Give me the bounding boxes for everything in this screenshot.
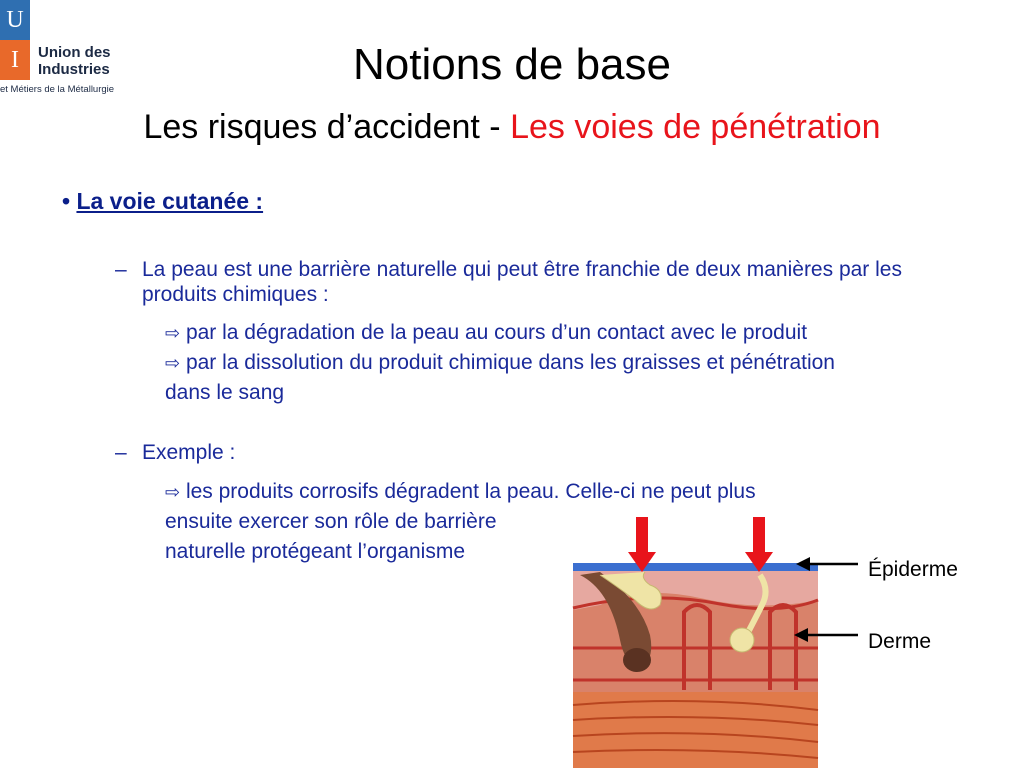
label-epidermis: Épiderme xyxy=(868,558,958,581)
sweat-gland xyxy=(730,628,754,652)
bullet-text: La voie cutanée : xyxy=(76,188,264,214)
logo-letter-i: I xyxy=(0,40,30,80)
arrow-right-icon: ⇨ xyxy=(165,323,181,343)
subtitle-prefix: Les risques d’accident - xyxy=(143,108,511,146)
logo-name-line2: Industries xyxy=(38,61,110,78)
sub-item-text: par la dissolution du produit chimique dans les graisses et pénétration dans le sang xyxy=(165,351,835,404)
subtitle-highlight: Les voies de pénétration xyxy=(510,108,881,146)
epidermis-surface xyxy=(573,563,818,571)
dash-marker: – xyxy=(115,258,127,281)
arrow-right-icon: ⇨ xyxy=(165,353,181,373)
penetration-arrow-2-shaft xyxy=(753,517,765,555)
sub-item-text: par la dégradation de la peau au cours d’un contact avec le produit xyxy=(185,321,808,344)
arrow-right-icon: ⇨ xyxy=(165,482,181,502)
penetration-arrow-1-shaft xyxy=(636,517,648,555)
logo-name-line1: Union des xyxy=(38,44,111,61)
logo-letter-u: U xyxy=(0,0,30,40)
sub-item-line3: naturelle protégeant l’organisme xyxy=(165,540,466,563)
item-text: La peau est une barrière naturelle qui peut être franchie de deux manières par les produits chimiques : xyxy=(142,258,902,306)
dash-marker: – xyxy=(115,441,127,464)
item-text: Exemple : xyxy=(142,441,236,464)
sub-item-line2: ensuite exercer son rôle de barrière xyxy=(165,510,497,533)
logo-name-line3: et Métiers de la Métallurgie xyxy=(0,84,115,95)
main-bullet: • La voie cutanée : xyxy=(62,188,264,214)
sub-item-line1: les produits corrosifs dégradent la peau. Celle-ci ne peut plus xyxy=(185,480,756,503)
slide-title: Notions de base xyxy=(353,40,671,89)
hair-bulb xyxy=(623,648,651,672)
label-dermis: Derme xyxy=(868,630,932,653)
